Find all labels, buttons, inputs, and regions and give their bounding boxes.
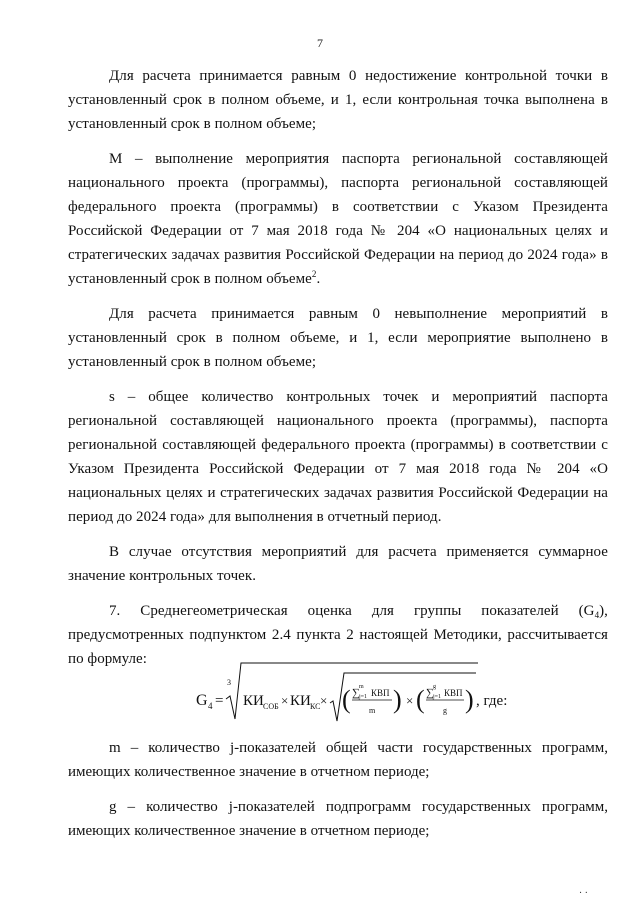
times-1: × xyxy=(281,693,289,708)
paren-close-1: ) xyxy=(393,685,402,714)
paragraph-no-events xyxy=(68,540,608,588)
paren-open-2: ( xyxy=(416,685,425,714)
paragraph-text-end: . xyxy=(316,271,321,287)
ki-sob-sub: СОБ xyxy=(263,702,279,711)
sum-symbol-1: ∑ xyxy=(352,687,360,699)
sum-lower-2: j=1 xyxy=(433,694,442,700)
paragraph-text: s – общее количество контрольных точек и мероприятий паспорта региональной составляющей национального проекта (программы), паспорта региональной составляющей федерального проекта (программы) в соответствии с Указом Президента Российской Федерации от 7 мая 2018 года № 204 «О национальных целях и стратегических задачах развития Российской Федерации на период до 2024 года» для выполнения в отчетный период. xyxy=(68,389,608,525)
page-number: 7 xyxy=(317,36,323,50)
document-body xyxy=(68,64,608,682)
sum-symbol-2: ∑ xyxy=(426,687,434,699)
paragraph-text: Для расчета принимается равным 0 недостижение контрольной точки в установленный срок в полном объеме, и 1, если контрольная точка выполнена в установленный срок в полном объеме; xyxy=(68,68,608,132)
paragraph-text: Для расчета принимается равным 0 невыполнение мероприятий в установленный срок в полном объеме, и 1, если мероприятие выполнено в установленный срок в полном объеме; xyxy=(68,306,608,370)
kvp-2: КВП xyxy=(444,688,463,698)
sum-lower-1: j=1 xyxy=(359,694,368,700)
formula-lhs: G xyxy=(196,692,208,709)
formula-lhs-sub: 4 xyxy=(208,701,213,711)
paragraph-control-point-rule xyxy=(68,64,608,136)
definition-m xyxy=(68,736,608,784)
times-2: × xyxy=(320,693,328,708)
scan-artifact: · · xyxy=(578,888,588,899)
definition-g xyxy=(68,795,608,843)
paragraph-s-definition xyxy=(68,385,608,529)
paragraph-text: М – выполнение мероприятия паспорта региональной составляющей национального проекта (программы), паспорта региональной составляющей федерального проекта (программы) в соответствии с Указом Президента Российской Федерации от 7 мая 2018 года № 204 «О национальных целях и стратегических задачах развития Российской Федерации на период до 2024 года» в установленный срок в полном объеме xyxy=(68,151,608,287)
definition-text: m – количество j-показателей общей части государственных программ, имеющих количественное значение в отчетном периоде; xyxy=(68,740,608,780)
formula-equals: = xyxy=(215,693,224,709)
times-3: × xyxy=(406,693,414,708)
ki-ks: КИ xyxy=(290,693,311,709)
g-subscript: 4 xyxy=(594,610,600,620)
sum-upper-2: g xyxy=(433,684,436,690)
root-index: 3 xyxy=(227,678,231,687)
paragraph-text-end: ), предусмотренных подпунктом 2.4 пункта 2 настоящей Методики, рассчитывается по формуле: xyxy=(68,603,608,667)
ki-ks-sub: КС xyxy=(310,702,321,711)
paragraph-text: 7. Среднегеометрическая оценка для группы показателей (G xyxy=(109,603,595,619)
paragraph-text: В случае отсутствия мероприятий для расчета применяется суммарное значение контрольных точек. xyxy=(68,544,608,584)
definition-text: g – количество j-показателей подпрограмм государственных программ, имеющих количественное значение в отчетном периоде; xyxy=(68,799,608,839)
formula-g4 xyxy=(196,661,526,727)
paren-open-1: ( xyxy=(342,685,351,714)
kvp-1: КВП xyxy=(371,688,390,698)
footnote-marker: 2 xyxy=(311,269,317,279)
ki-sob: КИ xyxy=(243,693,264,709)
paragraph-event-rule xyxy=(68,302,608,374)
formula-suffix: , где: xyxy=(476,693,508,709)
paren-close-2: ) xyxy=(465,685,474,714)
definitions-block xyxy=(68,736,608,854)
sum-upper-1: m xyxy=(359,684,364,690)
denominator-g: g xyxy=(443,706,447,715)
denominator-m: m xyxy=(369,706,376,715)
paragraph-m-definition xyxy=(68,147,608,291)
